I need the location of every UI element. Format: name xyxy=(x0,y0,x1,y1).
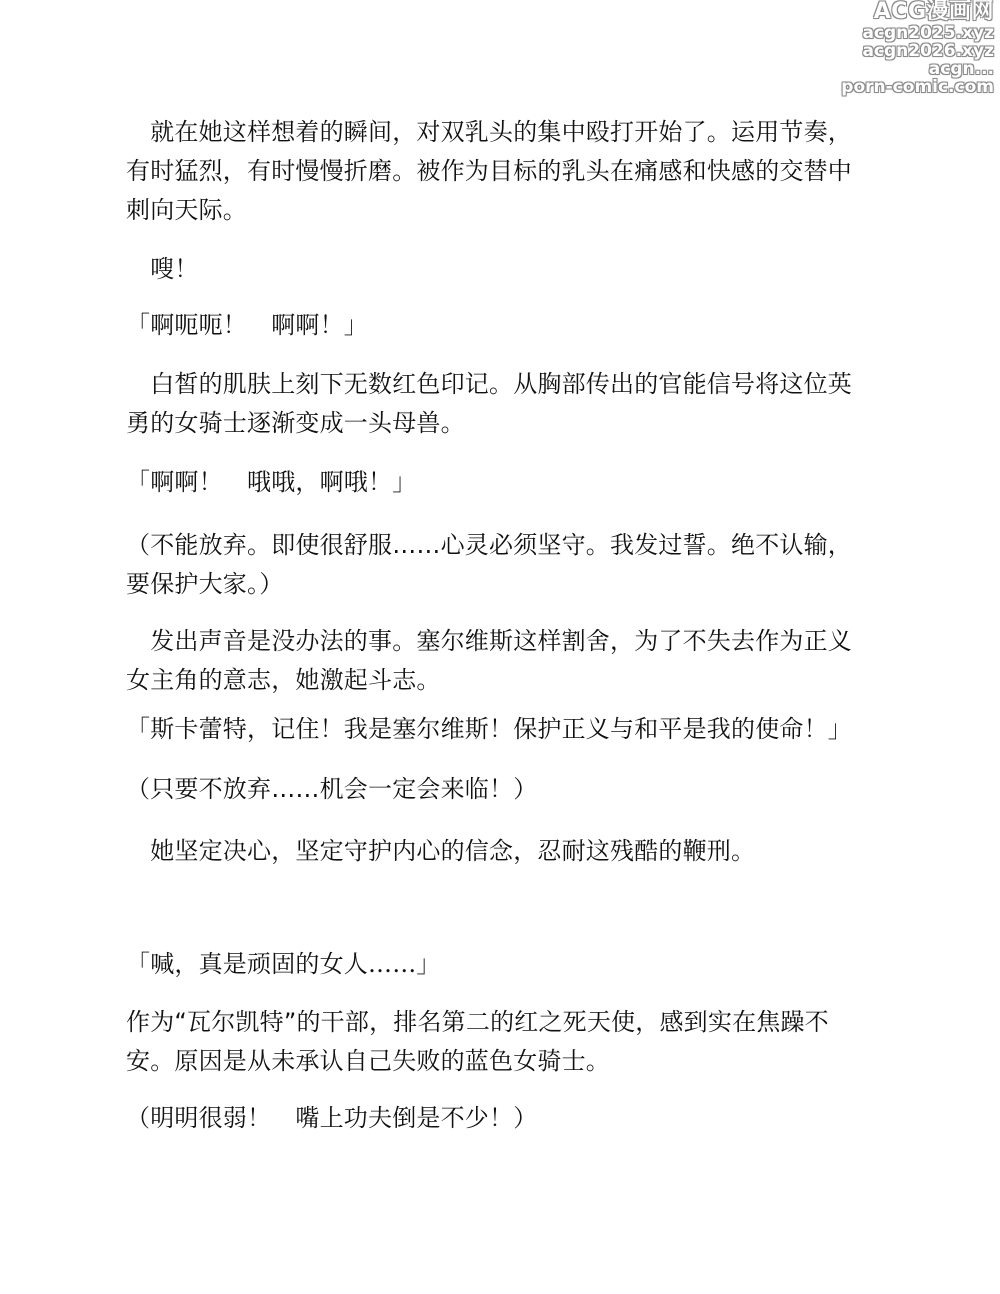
paragraph-red-marks: 白皙的肌肤上刻下无数红色印记。从胸部传出的官能信号将这位英勇的女骑士逐渐变成一头母兽。 xyxy=(126,370,852,437)
dialogue-declaration: 「斯卡蕾特，记住！我是塞尔维斯！保护正义与和平是我的使命！」 xyxy=(126,715,852,743)
dialogue-moan-1: 「啊呃呃！ 啊啊！」 xyxy=(126,311,368,339)
paragraph-fighting-spirit: 发出声音是没办法的事。塞尔维斯这样割舍，为了不失去作为正义女主角的意志，她激起斗志。 xyxy=(126,627,852,694)
thought-dont-give-up: （不能放弃。即使很舒服……心灵必须坚守。我发过誓。绝不认输，要保护大家。） xyxy=(126,531,852,598)
paragraph-nipple-strikes: 就在她这样想着的瞬间，对双乳头的集中殴打开始了。运用节奏，有时猛烈，有时慢慢折磨。被作为目标的乳头在痛感和快感的交替中刺向天际。 xyxy=(126,118,852,224)
watermark xyxy=(834,0,994,96)
watermark-domain-2: acgn2026.xyz xyxy=(862,41,994,61)
paragraph-whoosh: 嗖！ xyxy=(126,255,199,283)
dialogue-moan-2: 「啊啊！ 哦哦，啊哦！」 xyxy=(126,468,417,496)
watermark-domain-4: porn-comic.com xyxy=(841,77,994,97)
paragraph-red-angel-irritated: 作为“瓦尔凯特”的干部，排名第二的红之死天使，感到实在焦躁不安。原因是从未承认自己失败的蓝色女骑士。 xyxy=(126,1008,829,1075)
watermark-domain-1: acgn2025.xyz xyxy=(862,23,994,43)
watermark-brand: ACG漫画网 xyxy=(873,0,994,24)
dialogue-stubborn-woman: 「喊，真是顽固的女人……」 xyxy=(126,950,441,978)
thought-chance-will-come: （只要不放弃……机会一定会来临！） xyxy=(126,775,538,803)
watermark-domain-3: acgn... xyxy=(928,59,994,79)
thought-clearly-weak: （明明很弱！ 嘴上功夫倒是不少！） xyxy=(126,1104,538,1132)
paragraph-endure-whipping: 她坚定决心，坚定守护内心的信念，忍耐这残酷的鞭刑。 xyxy=(126,837,756,865)
